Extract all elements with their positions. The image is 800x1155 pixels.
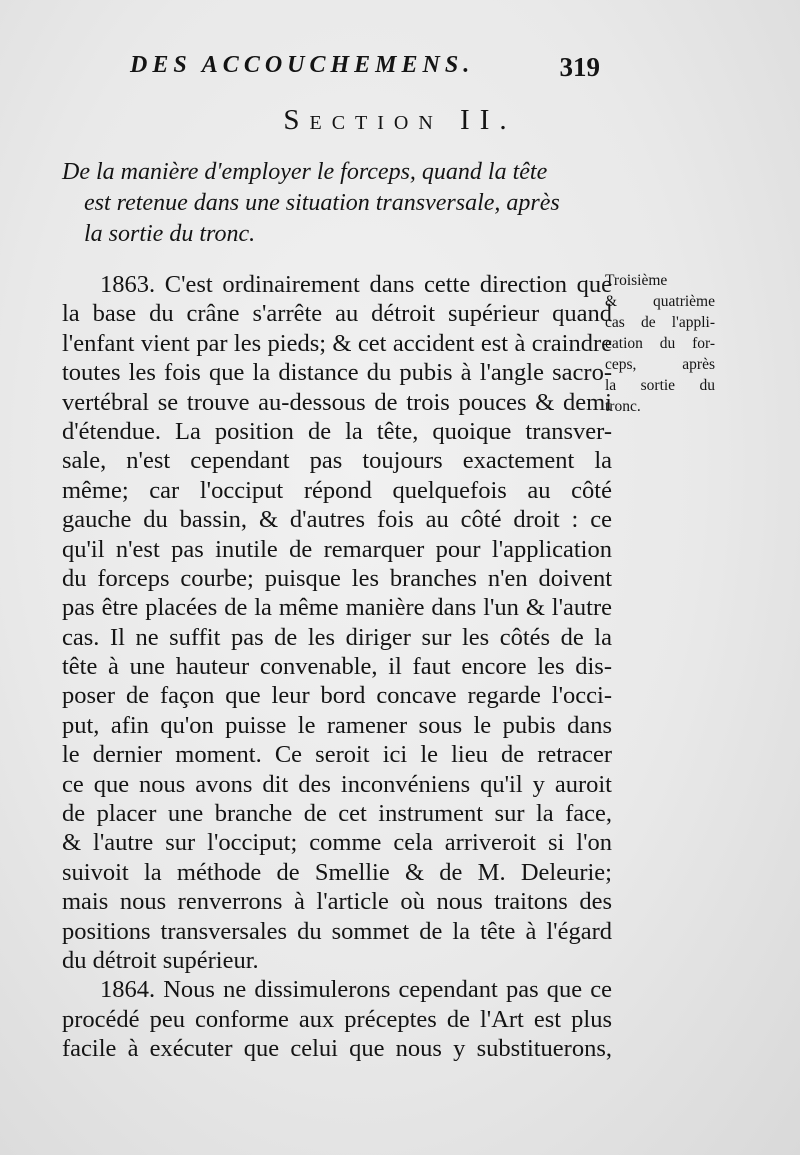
paragraph-1863-line: cas. Il ne suffit pas de les diriger sur les côtés de la xyxy=(62,623,612,651)
paragraph-1863-line: suivoit la méthode de Smellie & de M. Deleurie; xyxy=(62,858,612,886)
paragraph-1863-line: put, afin qu'on puisse le ramener sous le pubis dans xyxy=(62,711,612,739)
paragraph-1863-line: le dernier moment. Ce seroit ici le lieu de retracer xyxy=(62,741,612,769)
margin-note-line: cas de l'appli- xyxy=(605,314,715,331)
paragraph-1863-line: sale, n'est cependant pas toujours exactement la xyxy=(62,447,612,475)
paragraph-1863-line: pas être placées de la même manière dans l'un & l'autre xyxy=(62,594,612,622)
paragraph-1864-line: facile à exécuter que celui que nous y substituerons, xyxy=(62,1035,612,1063)
paragraph-1863-line: poser de façon que leur bord concave regarde l'occi- xyxy=(62,682,612,710)
paragraph-1863-line: tête à une hauteur convenable, il faut encore les dis- xyxy=(62,653,612,681)
paragraph-1863-line: ce que nous avons dit des inconvéniens qu'il y auroit xyxy=(62,770,612,798)
subtitle-line: De la manière d'employer le forceps, quand la tête xyxy=(62,159,548,185)
paragraph-1863-line: de placer une branche de cet instrument sur la face, xyxy=(62,800,612,828)
paragraph-1863-line: toutes les fois que la distance du pubis à l'angle sacro- xyxy=(62,359,612,387)
paragraph-1864-line: 1864. Nous ne dissimulerons cependant pas que ce xyxy=(100,976,612,1004)
paragraph-1863-line: la base du crâne s'arrête au détroit supérieur quand xyxy=(62,300,612,328)
subtitle-line: est retenue dans une situation transversale, après xyxy=(84,190,560,216)
paragraph-1863-line: vertébral se trouve au-dessous de trois pouces & demi xyxy=(62,388,612,416)
paragraph-1864-line: procédé peu conforme aux préceptes de l'Art est plus xyxy=(62,1005,612,1033)
page-number: 319 xyxy=(559,52,600,82)
page-header xyxy=(130,52,600,86)
section-heading: Section II. xyxy=(283,104,517,136)
margin-note-line: tronc. xyxy=(605,398,641,415)
paragraph-1863-line: l'enfant vient par les pieds; & cet accident est à craindre xyxy=(62,329,612,357)
margin-note-line: Troisième xyxy=(605,272,668,289)
paragraph-1863-line: d'étendue. La position de la tête, quoique transver- xyxy=(62,417,612,445)
margin-note-line: la sortie du xyxy=(605,377,715,394)
paragraph-1863-line: gauche du bassin, & d'autres fois au côté droit : ce xyxy=(62,506,612,534)
section-subtitle xyxy=(62,157,612,250)
body-text xyxy=(62,270,612,1064)
paragraph-1863-line: qu'il n'est pas inutile de remarquer pour l'application xyxy=(62,535,612,563)
running-title: DES ACCOUCHEMENS. xyxy=(130,52,475,78)
margin-note-line: cation du for- xyxy=(605,335,715,352)
subtitle-line: la sortie du tronc. xyxy=(84,221,256,247)
paragraph-1863-line: 1863. C'est ordinairement dans cette direction que xyxy=(100,271,612,298)
margin-note-line: ceps, après xyxy=(605,356,715,373)
paragraph-1863-line: du détroit supérieur. xyxy=(62,946,259,974)
margin-note-line: & quatrième xyxy=(605,293,715,310)
paragraph-1863-line: & l'autre sur l'occiput; comme cela arriveroit si l'on xyxy=(62,829,612,857)
margin-note xyxy=(605,270,715,417)
paragraph-1863-line: mais nous renverrons à l'article où nous traitons des xyxy=(62,888,612,916)
paragraph-1863-line: positions transversales du sommet de la tête à l'égard xyxy=(62,917,612,945)
paragraph-1863-line: du forceps courbe; puisque les branches n'en doivent xyxy=(62,564,612,592)
paragraph-1863-line: même; car l'occiput répond quelquefois au côté xyxy=(62,476,612,504)
show-through-text xyxy=(690,540,750,620)
